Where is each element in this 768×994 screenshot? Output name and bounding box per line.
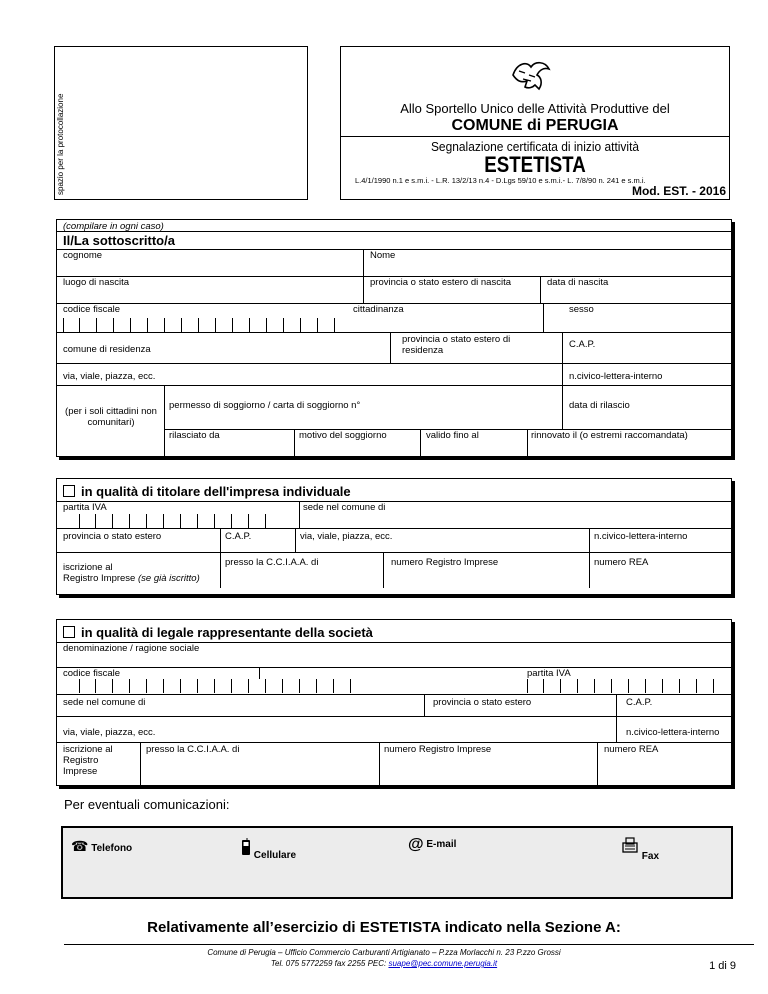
section3-title[interactable] xyxy=(63,625,373,640)
valido-fino-field[interactable]: valido fino al xyxy=(426,430,479,441)
luogo-nascita-field[interactable]: luogo di nascita xyxy=(63,277,130,288)
at-sign-icon: @ xyxy=(408,836,424,853)
codice-fiscale-label: codice fiscale xyxy=(63,304,121,315)
civico-residenza-field[interactable]: n.civico-lettera-interno xyxy=(569,371,663,382)
cittadinanza-field[interactable]: cittadinanza xyxy=(353,304,404,315)
header-box xyxy=(340,46,730,200)
numero-registro-soc-field[interactable]: numero Registro Imprese xyxy=(384,744,492,755)
civico-field[interactable]: n.civico-lettera-interno xyxy=(594,531,688,542)
iscrizione-line1: iscrizione al xyxy=(63,562,113,573)
provincia-residenza-field[interactable]: provincia o stato estero di residenza xyxy=(402,334,511,356)
codice-fiscale-soc-input[interactable] xyxy=(79,679,351,693)
comune-title: COMUNE di PERUGIA xyxy=(451,117,619,134)
titolare-checkbox[interactable] xyxy=(63,485,75,497)
footer-phone: Tel. 075 5772259 fax 2255 PEC: xyxy=(270,959,389,968)
via-field[interactable]: via, viale, piazza, ecc. xyxy=(300,531,393,542)
nome-field[interactable]: Nome xyxy=(370,250,396,261)
pec-link[interactable]: suape@pec.comune.perugia.it xyxy=(388,959,498,968)
rinnovato-field[interactable]: rinnovato il (o estremi raccomandata) xyxy=(531,430,688,441)
codice-fiscale-soc-label: codice fiscale xyxy=(63,668,121,679)
section-a-heading: Relativamente all’esercizio di ESTETISTA indicato nella Sezione A: xyxy=(147,919,621,936)
provincia-nascita-field[interactable]: provincia o stato estero di nascita xyxy=(370,277,511,288)
telephone-icon: ☎ xyxy=(71,838,89,854)
protocol-label: spazio per la protocollazione xyxy=(56,93,65,195)
denominazione-field[interactable]: denominazione / ragione sociale xyxy=(63,643,200,654)
email-label: E-mail xyxy=(426,839,457,850)
data-nascita-field[interactable]: data di nascita xyxy=(547,277,609,288)
sesso-field[interactable]: sesso xyxy=(569,304,594,315)
permesso-field[interactable]: permesso di soggiorno / carta di soggiorno n° xyxy=(169,400,361,411)
iscrizione-soc-line3: Imprese xyxy=(63,766,98,777)
partita-iva-soc-label: partita IVA xyxy=(527,668,571,679)
laws-text: L.4/1/1990 n.1 e s.m.i. - L.R. 13/2/13 n.4 - D.Lgs 59/10 e s.m.i.- L. 7/8/90 n. 241 e s.m.i. xyxy=(355,176,646,185)
protocol-box xyxy=(54,46,308,200)
email-field[interactable] xyxy=(408,836,456,854)
non-comunitari-note: (per i soli cittadini non comunitari) xyxy=(65,406,157,428)
partita-iva-soc-input[interactable] xyxy=(527,679,714,693)
cciaa-soc-field[interactable]: presso la C.C.I.A.A. di xyxy=(146,744,240,755)
iscrizione-soc-line2: Registro xyxy=(63,755,99,766)
telefono-field[interactable] xyxy=(71,838,132,855)
activity-title: ESTETISTA xyxy=(484,152,586,177)
section3-title-text: in qualità di legale rappresentante della società xyxy=(81,625,373,640)
legale-checkbox[interactable] xyxy=(63,626,75,638)
rilasciato-da-field[interactable]: rilasciato da xyxy=(169,430,220,441)
section-personal-data xyxy=(56,219,732,457)
iscrizione-line2: Registro Imprese (se già iscritto) xyxy=(63,573,200,584)
codice-fiscale-input[interactable] xyxy=(63,318,335,332)
civico-soc-field[interactable]: n.civico-lettera-interno xyxy=(626,727,720,738)
mobile-phone-icon xyxy=(241,838,251,856)
telefono-label: Telefono xyxy=(91,843,133,854)
cellulare-label: Cellulare xyxy=(253,850,297,861)
cognome-field[interactable]: cognome xyxy=(63,250,103,261)
fax-field[interactable] xyxy=(621,836,660,862)
via-soc-field[interactable]: via, viale, piazza, ecc. xyxy=(63,727,156,738)
fax-label: Fax xyxy=(641,851,660,862)
sede-comune-field[interactable]: sede nel comune di xyxy=(303,502,386,513)
section-impresa-individuale xyxy=(56,478,732,595)
footer-contacts xyxy=(0,959,768,968)
section1-note: (compilare in ogni caso) xyxy=(63,221,164,232)
cap-soc-field[interactable]: C.A.P. xyxy=(626,697,653,708)
cap-residenza-field[interactable]: C.A.P. xyxy=(569,339,596,350)
partita-iva-input[interactable] xyxy=(79,514,266,528)
section-legale-rappresentante xyxy=(56,619,732,786)
footer-address: Comune di Perugia – Ufficio Commercio Carburanti Artigianato – P.zza Morlacchi n. 23 P.zzo Grossi xyxy=(207,948,561,957)
sede-comune-soc-field[interactable]: sede nel comune di xyxy=(63,697,146,708)
cciaa-field[interactable]: presso la C.C.I.A.A. di xyxy=(225,557,319,568)
contacts-heading: Per eventuali comunicazioni: xyxy=(64,797,230,812)
griffin-emblem-icon xyxy=(505,57,553,93)
section2-title[interactable] xyxy=(63,484,351,499)
partita-iva-label: partita IVA xyxy=(63,502,107,513)
comune-residenza-field[interactable]: comune di residenza xyxy=(63,344,151,355)
via-residenza-field[interactable]: via, viale, piazza, ecc. xyxy=(63,371,156,382)
page-number: 1 di 9 xyxy=(709,960,736,972)
iscrizione-soc-label xyxy=(63,744,113,777)
motivo-soggiorno-field[interactable]: motivo del soggiorno xyxy=(299,430,387,441)
model-code: Mod. EST. - 2016 xyxy=(631,184,726,198)
cellulare-field[interactable] xyxy=(241,838,297,861)
section1-title: Il/La sottoscritto/a xyxy=(63,233,175,248)
numero-rea-soc-field[interactable]: numero REA xyxy=(604,744,659,755)
numero-registro-field[interactable]: numero Registro Imprese xyxy=(391,557,499,568)
cap-field[interactable]: C.A.P. xyxy=(225,531,252,542)
addressee-text: Allo Sportello Unico delle Attività Produttive del xyxy=(400,101,670,116)
provincia-field[interactable]: provincia o stato estero xyxy=(63,531,162,542)
numero-rea-field[interactable]: numero REA xyxy=(594,557,649,568)
data-rilascio-field[interactable]: data di rilascio xyxy=(569,400,630,411)
iscrizione-soc-line1: iscrizione al xyxy=(63,744,113,755)
provincia-soc-field[interactable]: provincia o stato estero xyxy=(433,697,532,708)
iscrizione-label xyxy=(63,562,200,584)
section2-title-text: in qualità di titolare dell'impresa individuale xyxy=(81,484,351,499)
form-subtitle: Segnalazione certificata di inizio attività xyxy=(430,139,640,154)
fax-machine-icon xyxy=(621,836,639,854)
contacts-box xyxy=(61,826,733,899)
